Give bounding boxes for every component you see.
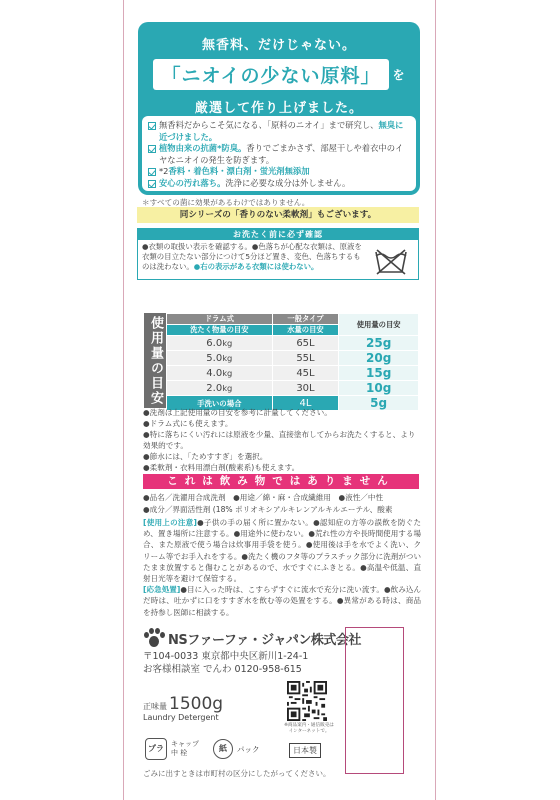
footnote: ＊すべての菌に効果があるわけではありません。 [142,198,310,207]
hero-suffix: を [392,68,405,82]
care-box [137,228,419,280]
usage-side-label: 使用量の目安 [144,313,166,408]
composition: ●品名／洗濯用合成洗剤 ●用途／綿・麻・合成繊維用 ●液性／中性 ●成分／界面活性剤 (18% ポリオキシアルキレンアルキルエーテル、酸素 [143,493,393,514]
hero-line1: 無香料、だけじゃない。 [201,38,356,53]
care-text: ●衣類の取扱い表示を確認する。●色落ちが心配な衣類は、原液を衣類の目立たない部分につけて5分ほど置き、変色、色落ちするものは洗わない。●右の表示がある衣類には使わない。 [142,242,362,271]
usage-bullets [143,407,419,473]
qr-code-icon[interactable] [287,681,327,721]
not-a-drink-warning: これは飲み物ではありません [143,474,419,489]
hero-line3: 厳選して作り上げました。 [194,101,363,116]
qr-caption: ※商品案内・通信販売はインターネットで。 [284,723,334,734]
feature-item: 植物由来の抗菌*防臭。香りでごまかさず、部屋干しや着衣中のイヤなニオイの発生を防ぎます。 [148,143,410,166]
amount-header: 使用量の目安 [339,314,419,336]
check-icon [148,168,156,176]
made-in-japan: 日本製 [289,743,321,758]
list-item: ●節水には、「ためすすぎ」を選択。 [143,452,268,461]
company-name: NSファーファ・ジャパン株式会社 [168,632,361,648]
feature-item: 安心の汚れ落ち。洗浄に必要な成分は外しません。 [148,178,410,190]
table-row: 2.0kg 30L 10g [167,381,419,396]
load-header: 洗たく物量の目安 [167,325,273,336]
care-header: お洗たく前に必ず確認 [138,229,418,240]
recycle-cap-label: キャップ 中 栓 [171,740,199,757]
lot-code-box [345,627,404,774]
product-english-name: Laundry Detergent [143,713,219,722]
caution-text: [使用上の注意]●子供の手の届く所に置かない。●認知症の方等の誤飲を防ぐため、置き場所に注意する。●用途外に使わない。●荒れ性の方や長時間使用する場合、また原液で使う場合は炊事用手袋を使う。●使用後は手を水でよく洗い、クリーム等でお手入れをする。●洗たく機のフタ等のプラスチック部分に洗剤がついたまま放置すると傷むことがあるので、水ですぐにふきとる。●高温や低温、直射日光等を避けて保管する。 [応急処置]●目に入った時は、こすらずすぐに流水で充分に洗い流す。●飲み込んだ時は、吐かずに口をすすぎ水を飲む等の処置をする。●異常がある時は、商品を持参し医師に相談する。 [143,518,421,617]
feature-list [142,116,416,191]
plastic-recycle-icon: プラ [145,738,167,760]
normal-header: 一般タイプ [272,314,339,325]
list-item: ●特に落ちにくい汚れには原液を少量、直接塗布してからお洗たくすると、より効果的です。 [143,430,416,450]
recycle-marks [145,738,260,760]
check-icon [148,180,156,188]
feature-item: *2香料・着色料・漂白剤・蛍光剤無添加 [148,166,410,178]
do-not-wash-icon [374,246,408,276]
hero-box [138,22,420,195]
table-row: 6.0kg 65L 25g [167,336,419,351]
check-icon [148,145,156,153]
list-item: ●ドラム式にも使えます。 [143,419,233,428]
hero-highlight: 「ニオイの少ない原料」 [153,59,388,90]
list-item: ●洗剤は上記使用量の目安を参考に計量してください。 [143,408,332,417]
table-row: 4.0kg 45L 15g [167,366,419,381]
frame-line-right [435,0,436,14]
paw-icon [143,628,165,648]
water-header: 水量の目安 [272,325,339,336]
check-icon [148,122,156,130]
company-logo [143,628,361,648]
company-address: 〒104-0033 東京都中央区新川1-24-1 お客様相談室 でんわ 0120-958-615 [143,651,309,675]
paper-label: パック [237,744,260,754]
table-row-handwash: 手洗いの場合 4L 5g [167,396,419,411]
usage-table [144,313,419,408]
series-note: 同シリーズの「香りのない柔軟剤」もございます。 [137,207,419,223]
disposal-note: ごみに出すときは市町村の区分にしたがってください。 [143,769,331,778]
list-item: ●柔軟剤・衣料用漂白剤(酸素系)も使えます。 [143,463,300,472]
drum-header: ドラム式 [167,314,273,325]
net-weight: 正味量 1500g [143,694,224,714]
frame-line-left [123,0,124,14]
feature-item: 無香料だからこそ気になる、「原料のニオイ」まで研究し、無臭に近づけました。 [148,120,410,143]
paper-recycle-icon: 紙 [213,739,233,759]
table-row: 5.0kg 55L 20g [167,351,419,366]
